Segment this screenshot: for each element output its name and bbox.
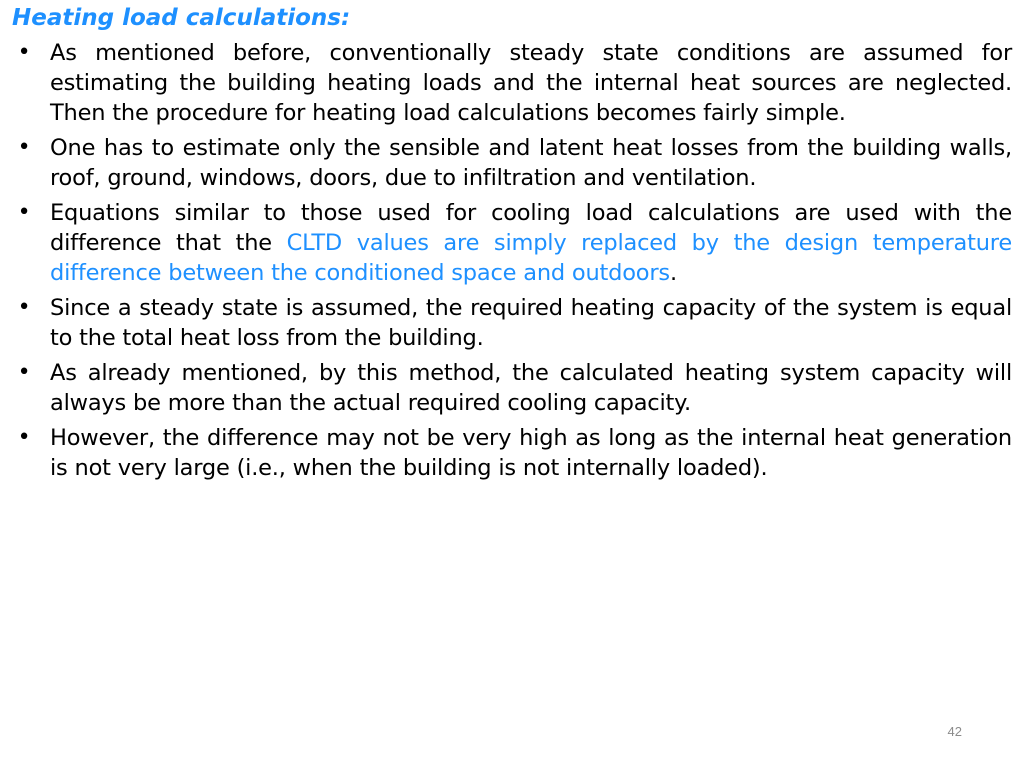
- bullet-text: As mentioned before, conventionally steady state conditions are assumed for estimating the building heating loads and the internal heat sources are neglected. Then the procedure for heating load calculations becomes fairly simple.: [50, 40, 1012, 126]
- page-number: 42: [947, 724, 962, 739]
- bullet-icon: •: [17, 295, 31, 320]
- bullet-icon: •: [17, 425, 31, 450]
- bullet-text: Since a steady state is assumed, the required heating capacity of the system is equal to the total heat loss from the building.: [50, 295, 1012, 351]
- bullet-icon: •: [17, 200, 31, 225]
- bullet-item-2: [14, 133, 1012, 193]
- bullet-list: [14, 38, 1012, 488]
- bullet-icon: •: [17, 360, 31, 385]
- bullet-item-5: [14, 358, 1012, 418]
- bullet-item-6: [14, 423, 1012, 483]
- bullet-icon: •: [17, 40, 31, 65]
- bullet-highlight-text: CLTD values are simply replaced by the design temperature difference between the conditioned space and outdoors: [50, 230, 1012, 286]
- bullet-item-1: [14, 38, 1012, 128]
- bullet-item-3: [14, 198, 1012, 288]
- slide-title: Heating load calculations:: [12, 5, 351, 31]
- bullet-text: As already mentioned, by this method, the calculated heating system capacity will always be more than the actual required cooling capacity.: [50, 360, 1012, 416]
- bullet-text: However, the difference may not be very high as long as the internal heat generation is not very large (i.e., when the building is not internally loaded).: [50, 425, 1012, 481]
- bullet-item-4: [14, 293, 1012, 353]
- bullet-icon: •: [17, 135, 31, 160]
- bullet-text-before: Equations similar to those used for cooling load calculations are used with the difference that the: [50, 200, 1012, 256]
- bullet-text-after: .: [669, 260, 677, 286]
- bullet-text: One has to estimate only the sensible and latent heat losses from the building walls, roof, ground, windows, doors, due to infiltration and ventilation.: [50, 135, 1012, 191]
